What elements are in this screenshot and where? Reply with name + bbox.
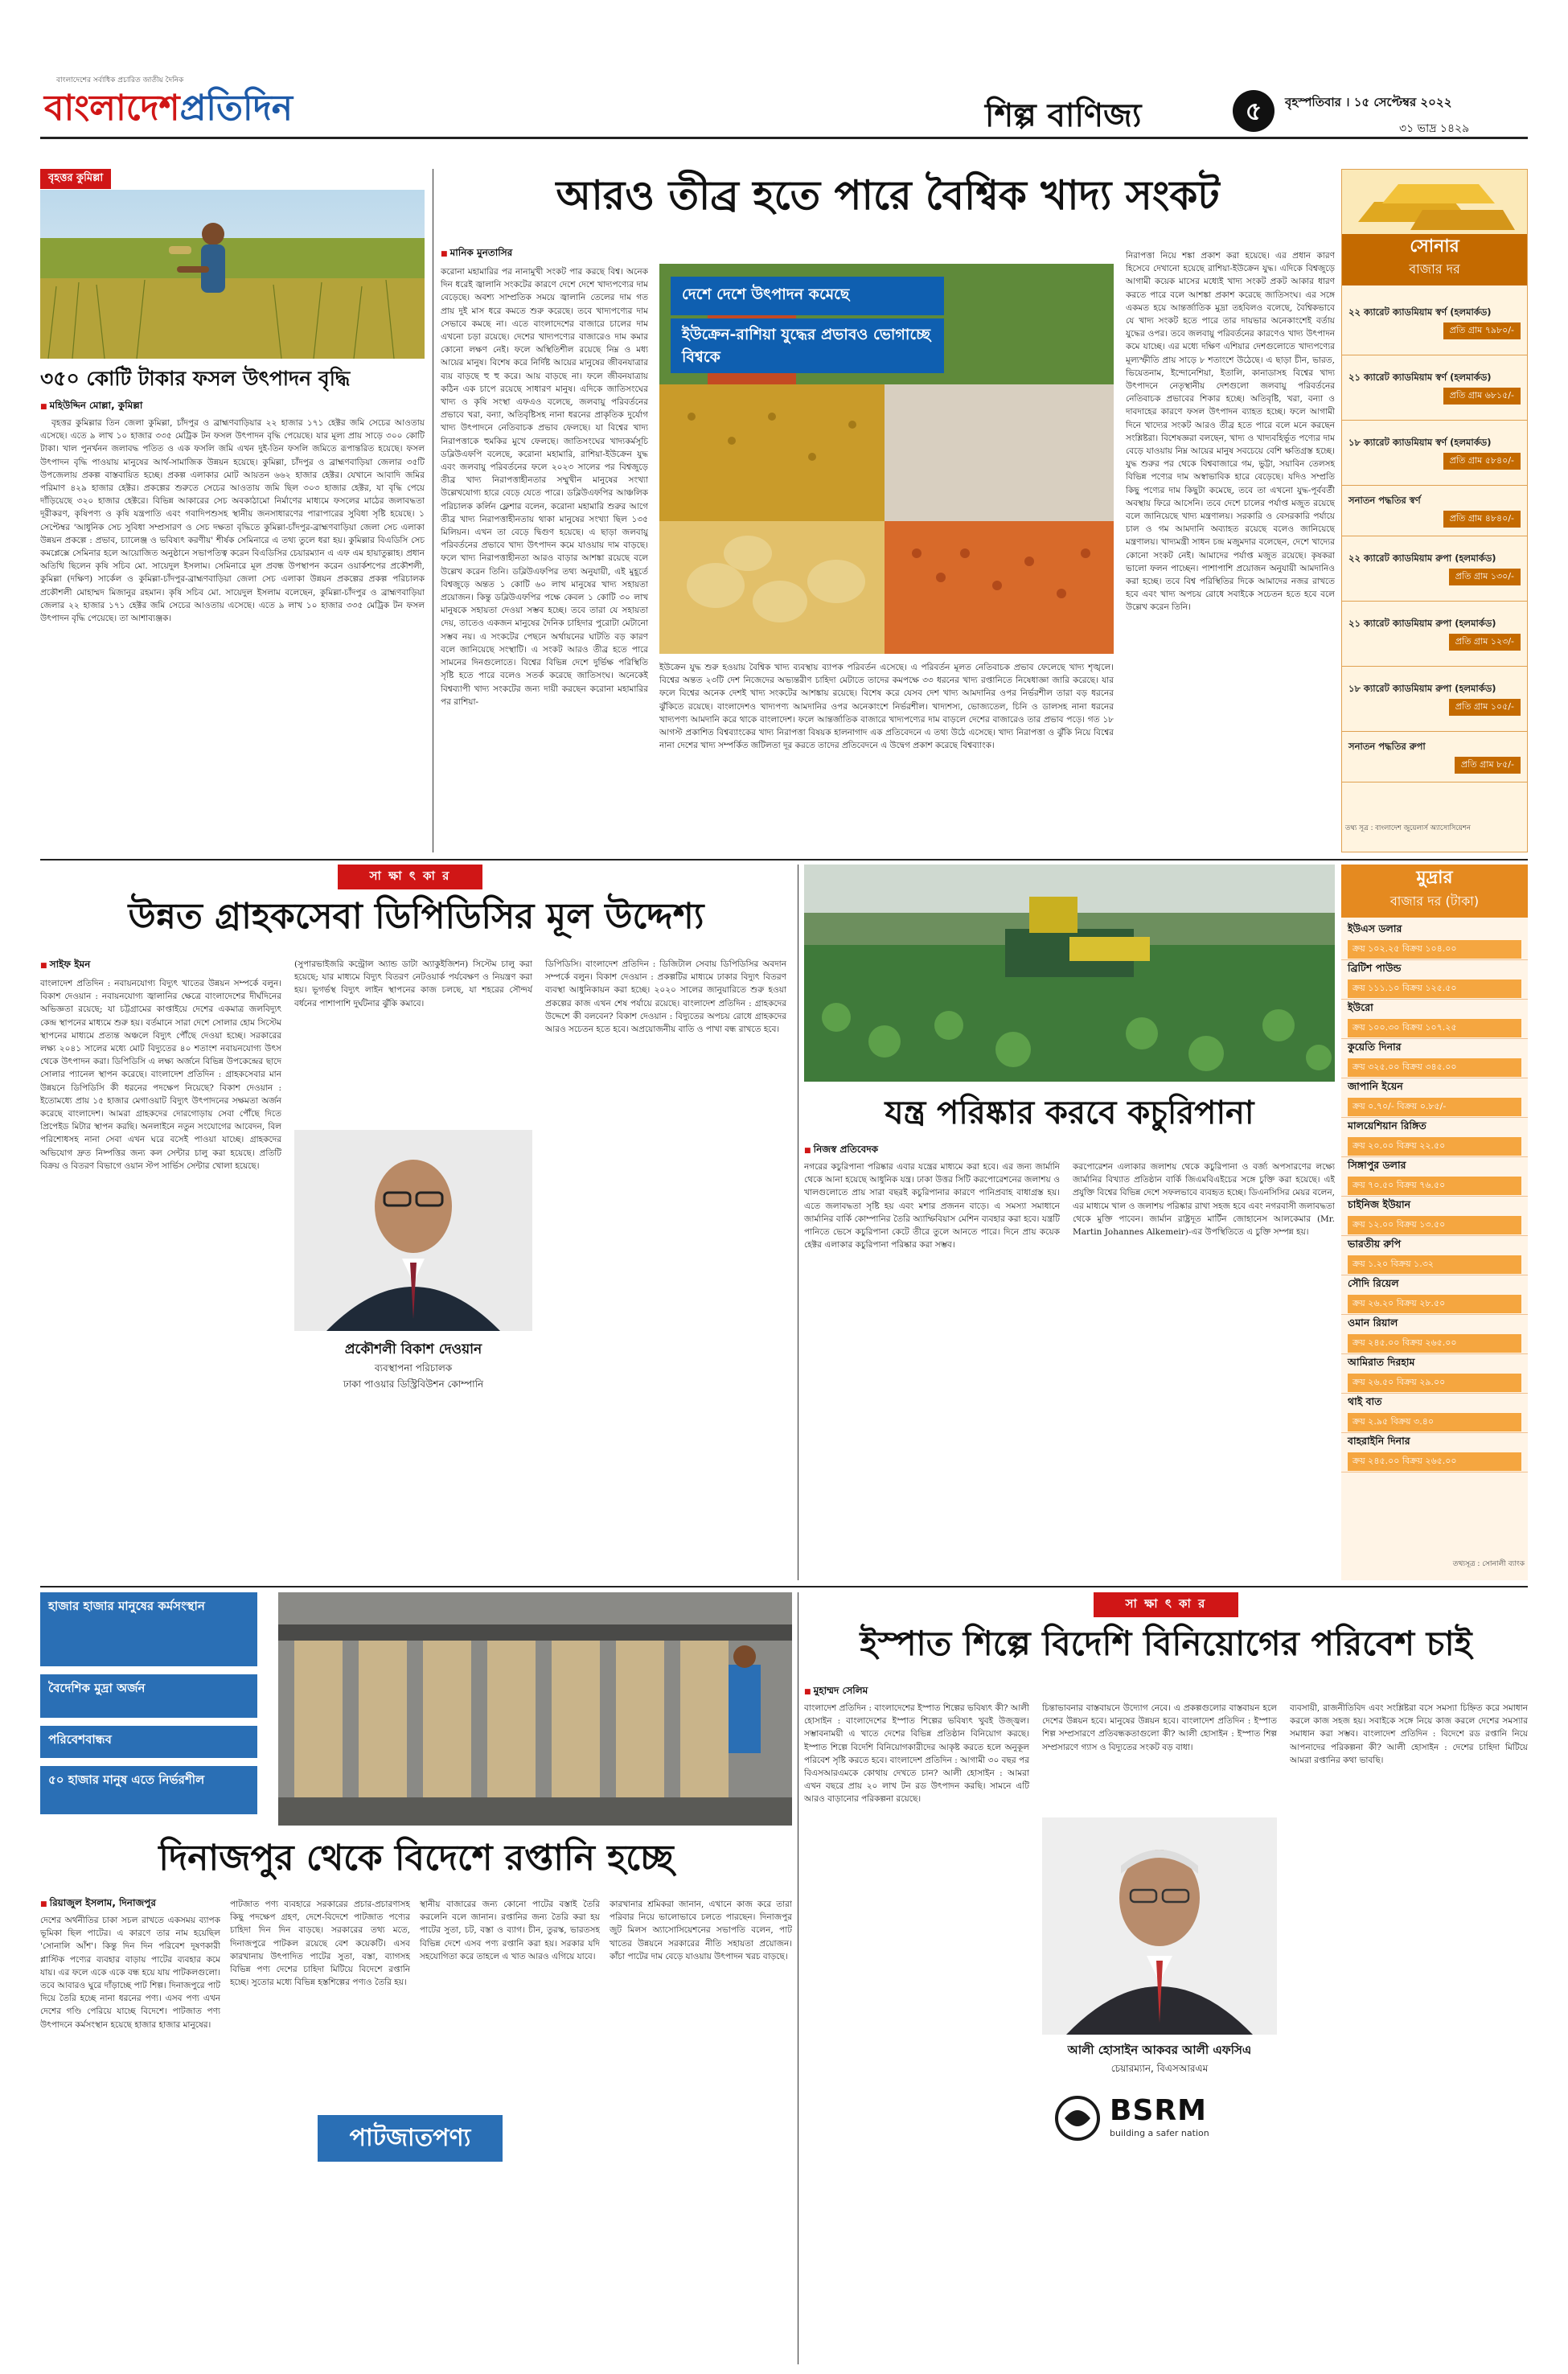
comilla-paragraph: বৃহত্তর কুমিল্লার তিন জেলা কুমিল্লা, চাঁদপুর ও ব্রাহ্মণবাড়িয়ার ২২ হাজার ১৭১ হেক্টর জমি সেচের আওতায় এসেছে। এতে ৯ লাখ ১০ হাজার ৩৩৫ মেট্রিক টন ফসল উৎপাদন বৃদ্ধি পেয়েছে। যার মূল্য প্রায় সাড়ে ৩০০ কোটি টাকা। খাল পুনর্খনন জলাবদ্ধ পতিত ও এক ফসলি জমি এখন দুই-তিন ফসলি জমিতে রূপান্তরিত হয়েছে। ফসল উৎপাদন বৃদ্ধি পাওয়ায় মানুষের আর্থ-সামাজিক উন্নয়ন হয়েছে। কুমিল্লা, চাঁদপুর ও ব্রাহ্মণবাড়িয়া জেলার ৩৫টি উপজেলায় প্রকল্প বাস্তবায়িত হচ্ছে। প্রকল্প এলাকার মোট আয়তন ৬৬২ হাজার হেক্টর। যেখানে আবাদি জমির পরিমাণ ৪২৯ হাজার হেক্টর। প্রকল্পের শুরুতে সেচের আওতায় জমি ছিল ৩০৩ হাজার হেক্টর, যা বৃদ্ধি পেয়ে দাঁড়িয়েছে ৩২০ হাজার হেক্টরে। বিভিন্ন আকারের সেচ অবকাঠামো নির্মাণের মাধ্যমে ফসলের মাঠের জলাবদ্ধতা দূরীকরণ, কৃষিপণ্য ও কৃষি যন্ত্রপাতি এবং গবাদিপশুসহ স্থানীয় জনসাধারণের পারাপারের সুবিধা সৃষ্টি হয়েছে। ১ সেপ্টেম্বর 'আধুনিক সেচ সুবিধা সম্প্রসারণ ও সেচ দক্ষতা বৃদ্ধিতে কুমিল্লা-চাঁদপুর-ব্রাহ্মণবাড়িয়া জেলা সেচ এলাকা উন্নয়ন প্রকল্পে : প্রভাব, চ্যালেঞ্জ ও ভবিষ্যৎ করণীয়' শীর্ষক সেমিনারে এ তথ্য তুলে ধরা হয়। কুমিল্লার বিএডিসি সেচ কমপ্লেক্সে সেমিনার হলে আয়োজিত অনুষ্ঠানে সভাপতিত্ব করেন বিএডিসির চেয়ারম্যান এ এফ এম হায়াতুল্লাহ। প্রধান অতিথি ছিলেন কৃষি সচিব মো. সায়েদুল ইসলাম। সেমিনারে মূল প্রবন্ধ উপস্থাপন করেন ওয়ার্কশপের প্রকৌশলী, কুমিল্লা (দক্ষিণ) সার্কেল ও কুমিল্লা-চাঁদপুর-ব্রাহ্মণবাড়িয়া জেলা সেচ এলাকা উন্নয়ন প্রকল্পের প্রকল্প পরিচালক প্রকৌশলী মোহাম্মদ মিজানুর রহমান। কৃষি সচিব মো. সায়েদুল ইসলাম বলেছেন, কুমিল্লা-চাঁদপুর ও ব্রাহ্মণবাড়িয়া জেলার ২২ হাজার ১৭১ হেক্টর জমি সেচের আওতায় এসেছে। এতে ৯ লাখ ১০ হাজার ৩৩৫ মেট্রিক টন ফসল উৎপাদন বৃদ্ধি পেয়েছে। তা আশাব্যঞ্জক।	[40, 418, 425, 624]
fx-rate-row	[1341, 960, 1528, 1000]
comilla-photo	[40, 190, 425, 359]
dpdc-interview-tag: সা ক্ষা ৎ কা র	[338, 865, 482, 889]
hyacinth-byline: ■ নিজস্ব প্রতিবেদক	[804, 1143, 878, 1159]
gold-rate-price: প্রতি গ্রাম ১০৫/-	[1449, 699, 1521, 716]
jute-story	[40, 1592, 792, 2364]
dpdc-interview	[40, 865, 792, 1580]
gold-rate-label: ২২ ক্যারেট ক্যাডমিয়াম স্বর্ণ (হলমার্কড)	[1348, 306, 1492, 318]
bsrm-logo	[1053, 2091, 1270, 2147]
fx-currency-value: ক্রয় ১২.০০ বিক্রয় ১৩.৫০	[1348, 1216, 1521, 1234]
fx-currency-value: ক্রয় ২.৯৫ বিক্রয় ৩.৪০	[1348, 1413, 1521, 1431]
gold-bars-photo	[1342, 170, 1527, 234]
gold-rate-list	[1342, 290, 1527, 782]
hyacinth-story	[804, 865, 1335, 1580]
callout-production-down: দেশে দেশে উৎপাদন কমেছে	[671, 277, 944, 315]
logo-right: প্রতিদিন	[179, 88, 293, 129]
gold-title: সোনার	[1410, 236, 1459, 257]
gold-bars-image	[1342, 170, 1527, 234]
fx-title: মুদ্রার	[1416, 868, 1453, 888]
steel-byline: ■ মুহাম্মদ সেলিম	[804, 1684, 868, 1700]
grains-photo	[659, 264, 1114, 654]
fx-currency-value: ক্রয় ২৬.২০ বিক্রয় ২৮.৫০	[1348, 1295, 1521, 1313]
dpdc-person-title: ব্যবস্থাপনা পরিচালক	[374, 1362, 453, 1374]
section-rule	[40, 859, 1528, 860]
gold-title-block	[1342, 234, 1527, 285]
jute-col-1: দেশের অর্থনীতির চাকা সচল রাখতে একসময় ব্যাপক ভূমিকা ছিল পাটের। এ কারণে তার নাম হয়েছিল 'সোনালি আঁশ'। কিন্তু দিন দিন পরিবেশ দূষণকারী প্লাস্টিক পণ্যের ব্যবহার বাড়ায় পাটের ব্যবহার কমে যায়। এর ফলে একে একে বন্ধ হয়ে যায় পাটকলগুলো। তবে আবারও ঘুরে দাঁড়াচ্ছে পাট শিল্প। দিনাজপুরে পাট দিয়ে তৈরি হচ্ছে নানা ধরনের পণ্য। এসব পণ্য এখন দেশের গণ্ডি পেরিয়ে যাচ্ছে বিদেশে। পাটজাত পণ্য উৎপাদনে কর্মসংস্থান হয়েছে হাজার হাজার মানুষের।	[40, 1916, 220, 2030]
date-line-2: ৩১ ভাদ্র ১৪২৯	[1399, 122, 1470, 135]
hyacinth-col-2: করপোরেশন এলাকার জলাশয় থেকে কচুরিপানা ও বর্জ্য অপসারণের লক্ষ্যে জার্মানির বিখ্যাত প্রতিষ্ঠান বার্কি জিএমবিএইচের সঙ্গে চুক্তি করা হয়েছে। এই প্রযুক্তি বিশ্বের বিভিন্ন দেশে সফলভাবে ব্যবহৃত হচ্ছে। ডিএনসিসির মেয়র বলেন, এর মাধ্যমে খাল ও জলাশয় পরিষ্কার রাখা সহজ হবে এবং নগরবাসী জলাবদ্ধতা থেকে মুক্তি পাবেন। জার্মান রাষ্ট্রদূত মার্টিন জোহানেস আলকেমার (Mr. Martin Johannes Alkemeir)-এর উপস্থিতিতে এ চুক্তি সম্পন্ন হয়।	[1073, 1162, 1335, 1238]
chairman-portrait-image	[1042, 1817, 1277, 2035]
hyacinth-photo	[804, 865, 1335, 1082]
gold-rate-price: প্রতি গ্রাম ৫৮৪০/-	[1443, 453, 1521, 470]
food-crisis-byline: ■ মানিক মুনতাসির	[441, 246, 512, 262]
gold-rate-price: প্রতি গ্রাম ৪৮৪০/-	[1443, 511, 1521, 528]
jute-col-3: স্থানীয় বাজারের জন্য কোনো পাটের বস্তাই তৈরি করলেনি বলে জানান। রপ্তানির জন্য তৈরি করা হয় পাটের সুতা, চট, বস্তা ও ব্যাগ। চীন, তুরস্ক, ভারতসহ বিভিন্ন দেশে এসব পণ্য রপ্তানি করা হয়। সরকার যদি সহযোগিতা করে তাহলে এ খাত আরও এগিয়ে যাবে।	[420, 1900, 600, 1961]
dpdc-headline: উন্নত গ্রাহকসেবা ডিপিডিসির মূল উদ্দেশ্য	[128, 896, 704, 937]
jute-bullet: ৫০ হাজার মানুষ এতে নির্ভরশীল	[40, 1766, 257, 1814]
fx-subtitle: বাজার দর (টাকা)	[1389, 893, 1480, 909]
gold-subtitle: বাজার দর	[1409, 261, 1460, 277]
jute-col-2: পাটজাত পণ্য ব্যবহারে সরকারের প্রচার-প্রচারণাসহ কিছু পদক্ষেপ গ্রহণ, দেশে-বিদেশে পাটজাত পণ্যের চাহিদা দিন দিন বাড়ছে। সরকারের তথ্য মতে, দিনাজপুরে পাটকল রয়েছে বেশ কয়েকটি। এসব কারখানায় উৎপাদিত পাটের সুতা, বস্তা, ব্যাগসহ বিভিন্ন পণ্য দেশের চাহিদা মিটিয়ে বিদেশে রপ্তানি হচ্ছে। সুতোর মধ্যে বিভিন্ন হস্তশিল্পের পণ্যও তৈরি হয়।	[230, 1900, 410, 1988]
fx-rate-row	[1341, 1078, 1528, 1118]
food-crisis-col-1: করোনা মহামারির পর নানামুখী সংকট পার করছে বিশ্ব। অনেক দিন ধরেই জ্বালানি সংকটের কারণে দেশে দেশে খাদ্যপণ্যের দাম বেড়েছে। অবশ্য সাম্প্রতিক সময়ে জ্বালানি তেলের দাম গত প্রায় দুই মাস ধরে কমতে শুরু করেছে। তবে খাদ্যপণ্যের দাম সেভাবে কমছে না। এতে বাংলাদেশের বাজারে চালের দাম এখনো চড়া রয়েছে। দেশের খাদ্যপণ্যের বাজারেও দাম কমার কোনো লক্ষণ নেই। ফলে অস্থিতিশীল রয়েছে নিম্ন ও মধ্য আয়ের মানুষ। বিশেষ করে নির্দিষ্ট আয়ের মানুষের জীবনযাত্রার ব্যয় বাড়ছে হু হু করে। আয় বাড়ছে না। ফলে জীবনযাত্রায় কঠিন এক চাপে রয়েছে সাধারণ মানুষ। এদিকে জাতিসংঘের খাদ্য ও কৃষি সংস্থা এফএও বলেছে, জলবায়ু পরিবর্তনের প্রভাবে খরা, বন্যা, অতিবৃষ্টিসহ নানা ধরনের প্রাকৃতিক দুর্যোগ খাদ্য উৎপাদনে নেতিবাচক প্রভাব ফেলছে। যা বিশ্বের খাদ্য নিরাপত্তাকে হুমকির মুখে ফেলছে। জাতিসংঘের খাদ্যকর্মসূচি ডব্লিউএফপি বলেছে, করোনা মহামারি, রাশিয়া-ইউক্রেন যুদ্ধ এবং জলবায়ু পরিবর্তনের ফলে ২০২৩ সালের পর বিশ্বজুড়ে তীব্র খাদ্য নিরাপত্তাহীনতার সম্মুখীন মানুষের সংখ্যা উল্লেখযোগ্য হারে বেড়ে যেতে পারে। ডব্লিউএফপির আঞ্চলিক পরিচালক কর্লিন ফ্লেশার বলেন, করোনা মহামারি শুরুর আগে তীব্র খাদ্য নিরাপত্তাহীনতায় থাকা মানুষের সংখ্যা ছিল ১৩৫ মিলিয়ন। এখন তা বেড়ে দ্বিগুণ হয়েছে। এ ছাড়া জলবায়ু পরিবর্তনের প্রভাবে খাদ্য উৎপাদন কমে যাওয়ায় দাম বাড়ছে। ফলে খাদ্য নিরাপত্তাহীনতা আরও বাড়ার আশঙ্কা রয়েছে বলে উল্লেখ করেন তিনি। ডব্লিউএফপির তথ্য অনুযায়ী, এই মুহূর্তে বিশ্বজুড়ে অন্তত ১ কোটি ৬০ লাখ মানুষের খাদ্য সহায়তা প্রয়োজন। কিন্তু ডব্লিউএফপির পক্ষে কেবল ১ কোটি ৩০ লাখ মানুষকে সহায়তা দেওয়া সম্ভব হচ্ছে। তবে তারা যে সহায়তা দেয়, তাতেও একজন মানুষের দৈনিক চাহিদার পুরোটা মেটানো সম্ভব নয়। এ সংকটের পেছনে অর্থায়নের ঘাটতি বড় কারণ বলে জানিয়েছে সংস্থাটি। এ সংকট আরও তীব্র হতে পারে সামনের দিনগুলোতে। বিশ্বের বিভিন্ন দেশে দুর্ভিক্ষ পরিস্থিতি সৃষ্টি হতে পারে বলেও সতর্ক করেছে জাতিসংঘ। অনেকেই বিশ্বব্যাপী খাদ্য সংকটের জন্য দায়ী করছেন করোনা মহামারির পর রাশিয়া-	[441, 267, 648, 707]
steel-person-title: চেয়ারম্যান, বিএসআরএম	[1110, 2063, 1209, 2074]
fx-rate-box	[1341, 865, 1528, 1580]
dpdc-col-3: ডিপিডিসি। বাংলাদেশ প্রতিদিন : ডিজিটাল সেবায় ডিপিডিসির অবদান সম্পর্কে বলুন। বিকাশ দেওয়ান : প্রকল্পটির মাধ্যমে ঢাকার বিদ্যুৎ বিতরণ ব্যবস্থা আধুনিকায়ন করা হচ্ছে। ২০২০ সালের জানুয়ারিতে শুরু হওয়া প্রকল্পের কাজ এখন শেষ পর্যায়ে রয়েছে। বাংলাদেশ প্রতিদিন : গ্রাহকদের উদ্দেশে কী বলবেন? বিকাশ দেওয়ান : বিদ্যুতের অপচয় রোধে গ্রাহকদের আরও সচেতন হতে হবে। অপ্রয়োজনীয় বাতি ও পাখা বন্ধ রাখতে হবে।	[545, 959, 786, 1035]
fx-rate-row	[1341, 1315, 1528, 1354]
fx-rate-row	[1341, 1197, 1528, 1236]
comilla-story	[40, 169, 425, 852]
hyacinth-headline: যন্ত্র পরিষ্কার করবে কচুরিপানা	[885, 1094, 1254, 1132]
gold-rate-price: প্রতি গ্রাম ৬৮১৫/-	[1443, 388, 1521, 405]
comilla-headline: ৩৫০ কোটি টাকার ফসল উৎপাদন বৃদ্ধি	[40, 367, 351, 390]
fx-title-block	[1341, 865, 1528, 918]
gold-rate-price: প্রতি গ্রাম ১৩০/-	[1449, 569, 1521, 585]
fx-currency-name: সৌদি রিয়েল	[1348, 1276, 1399, 1289]
fx-currency-value: ক্রয় ২৪৫.০০ বিক্রয় ২৬৫.০০	[1348, 1334, 1521, 1353]
food-crisis-story	[441, 169, 1335, 852]
comilla-tag: বৃহত্তর কুমিল্লা	[40, 169, 111, 189]
fx-rate-row	[1341, 1236, 1528, 1275]
masthead-logo	[44, 88, 293, 129]
dpdc-person-name: প্রকৌশলী বিকাশ দেওয়ান	[344, 1341, 482, 1357]
steel-col-2b	[1042, 2155, 1277, 2353]
fx-currency-value: ক্রয় ১.২০ বিক্রয় ১.৩২	[1348, 1255, 1521, 1274]
fx-rate-row	[1341, 1157, 1528, 1197]
jute-bullet: বৈদেশিক মুদ্রা অর্জন	[40, 1674, 257, 1718]
jute-factory-image	[278, 1592, 792, 1826]
comilla-byline: ■ মহিউদ্দিন মোল্লা, কুমিল্লা	[40, 399, 142, 415]
fx-currency-name: আমিরাত দিরহাম	[1348, 1355, 1415, 1368]
section-rule	[40, 1586, 1528, 1587]
steel-col-1: বাংলাদেশ প্রতিদিন : বাংলাদেশের ইস্পাত শিল্পের ভবিষ্যৎ কী? আলী হোসাইন : বাংলাদেশের ইস্পাত শিল্পের ভবিষ্যৎ খুবই উজ্জ্বল। সম্ভাবনাময়ী এ খাতে দেশের বিভিন্ন প্রতিষ্ঠান বিনিয়োগ করছে। ইস্পাত শিল্পে বিদেশি বিনিয়োগকারীদের আকৃষ্ট করতে হলে অনুকূল পরিবেশ সৃষ্টি করতে হবে। বাংলাদেশ প্রতিদিন : আগামী ৩০ বছর পর বিএসআরএমকে কোথায় দেখতে চান? আলী হোসাইন : আমরা এখন বছরে প্রায় ২০ লাখ টন রড উৎপাদন করছি। সামনে এটি আরও বাড়ানোর পরিকল্পনা রয়েছে।	[804, 1703, 1029, 1805]
fx-currency-value: ক্রয় ০.৭০/- বিক্রয় ০.৮৫/-	[1348, 1098, 1521, 1116]
fx-currency-name: চাইনিজ ইউয়ান	[1348, 1197, 1411, 1210]
fx-currency-name: ইউরো	[1348, 1000, 1373, 1013]
fx-currency-value: ক্রয় ১০০.৩০ বিক্রয় ১০৭.২৫	[1348, 1019, 1521, 1037]
fx-currency-name: ব্রিটিশ পাউন্ড	[1348, 961, 1402, 974]
dpdc-col-2: (সুপারভাইজরি কন্ট্রোল অ্যান্ড ডাটা অ্যাকুইজিশন) সিস্টেম চালু করা হয়েছে; যার মাধ্যমে বিদ্যুৎ বিতরণ নেটওয়ার্ক পর্যবেক্ষণ ও নিয়ন্ত্রণ করা হয়। ভূগর্ভস্থ বিদ্যুৎ লাইন স্থাপনের কাজ চলছে, যা শহরের সৌন্দর্য বর্ধনের পাশাপাশি দুর্ঘটনার ঝুঁকি কমাবে।	[294, 959, 532, 1008]
masthead-tagline: বাংলাদেশের সর্বাধিক প্রচারিত জাতীয় দৈনিক	[56, 76, 184, 84]
fx-currency-name: মালয়েশিয়ান রিঙ্গিত	[1348, 1119, 1426, 1132]
logo-left: বাংলাদেশ	[44, 88, 180, 129]
farmer-field-image	[40, 190, 425, 359]
steel-headline: ইস্পাত শিল্পে বিদেশি বিনিয়োগের পরিবেশ চাই	[860, 1624, 1472, 1663]
jute-headline: দিনাজপুর থেকে বিদেশে রপ্তানি হচ্ছে	[158, 1838, 674, 1879]
fx-currency-value: ক্রয় ৭০.৫০ বিক্রয় ৭৬.৫০	[1348, 1177, 1521, 1195]
gold-rate-row	[1342, 602, 1527, 667]
fx-currency-value: ক্রয় ১১১.১০ বিক্রয় ১২৫.৫০	[1348, 980, 1521, 998]
gold-rate-label: ১৮ ক্যারেট ক্যাডমিয়াম রুপা (হলমার্কড)	[1348, 683, 1496, 694]
steel-interview-tag: সা ক্ষা ৎ কা র	[1094, 1592, 1238, 1617]
fx-rate-row	[1341, 1354, 1528, 1394]
fx-currency-value: ক্রয় ১০২.২৫ বিক্রয় ১০৪.০০	[1348, 940, 1521, 959]
gold-rate-label: ২১ ক্যারেট ক্যাডমিয়াম রুপা (হলমার্কড)	[1348, 618, 1496, 629]
masthead	[0, 0, 1568, 161]
gold-rate-row	[1342, 667, 1527, 732]
jute-label-box	[318, 2115, 503, 2162]
fx-rate-row	[1341, 1039, 1528, 1078]
dpdc-col-1: বাংলাদেশ প্রতিদিন : নবায়নযোগ্য বিদ্যুৎ খাতের উন্নয়ন সম্পর্কে বলুন। বিকাশ দেওয়ান : নবায়নযোগ্য জ্বালানির ক্ষেত্রে বাংলাদেশের দীর্ঘদিনের অভিজ্ঞতা রয়েছে; যা চট্টগ্রামের কাপ্তাইয়ে দেশের একমাত্র জলবিদ্যুৎ কেন্দ্র স্থাপনের মাধ্যমে শুরু হয়। বর্তমানে সারা দেশে সোলার হোম সিস্টেম স্থাপনের মাধ্যমে প্রত্যন্ত অঞ্চলে বিদ্যুৎ পৌঁছে দেওয়া হচ্ছে। সরকারের লক্ষ্য ২০৪১ সালের মধ্যে মোট বিদ্যুতের ৪০ শতাংশ নবায়নযোগ্য উৎস থেকে উৎপাদন করা। ডিপিডিসি এ লক্ষ্য অর্জনে বিভিন্ন উপকেন্দ্রের ছাদে সোলার প্যানেল স্থাপন করেছে। বাংলাদেশ প্রতিদিন : গ্রাহকসেবার মান উন্নয়নে ডিপিডিসি কী ধরনের পদক্ষেপ নিয়েছে? বিকাশ দেওয়ান : ইতোমধ্যে প্রায় ১৫ হাজার মেগাওয়াট বিদ্যুৎ উৎপাদনের সক্ষমতা অর্জন করেছে বাংলাদেশ। আমরা গ্রাহকদের দোরগোড়ায় সেবা পৌঁছে দিতে প্রিপেইড মিটার স্থাপন করছি। অনলাইনে নতুন সংযোগের আবেদন, বিল পরিশোধসহ নানা সেবা এখন ঘরে বসেই পাওয়া যাচ্ছে। গ্রাহকদের অভিযোগ দ্রুত নিষ্পত্তির জন্য কল সেন্টার চালু করা হয়েছে। প্রতিটি বিক্রয় ও বিতরণ বিভাগে ওয়ান স্টপ সার্ভিস সেন্টার খোলা হয়েছে।	[40, 979, 281, 1171]
bsrm-tagline: building a safer nation	[1110, 2128, 1209, 2138]
fx-currency-name: ওমান রিয়াল	[1348, 1316, 1398, 1329]
gold-rate-row	[1342, 486, 1527, 536]
dpdc-byline: ■ সাইফ ইমন	[40, 958, 90, 974]
fx-source: তথ্যসূত্র : সোনালী ব্যাংক	[1452, 1560, 1525, 1568]
hyacinth-machine-image	[804, 865, 1335, 1082]
steel-portrait	[1042, 1817, 1277, 2035]
gold-rate-row	[1342, 732, 1527, 782]
fx-rate-row	[1341, 921, 1528, 960]
bsrm-brand: BSRM	[1110, 2094, 1207, 2127]
callout-war-impact: ইউক্রেন-রাশিয়া যুদ্ধের প্রভাবও ভোগাচ্ছে বিশ্বকে	[671, 318, 944, 373]
dpdc-portrait	[294, 1130, 532, 1331]
food-crisis-col-3: নিরাপত্তা নিয়ে শঙ্কা প্রকাশ করা হয়েছে। এর প্রধান কারণ হিসেবে দেখানো হয়েছে রাশিয়া-ইউক্রেন যুদ্ধ। এদিকে বিশ্বজুড়ে আগামী কয়েক মাসের মধ্যেই খাদ্য সংকট প্রকট আকার ধারণ করতে পারে বলে আশঙ্কা প্রকাশ করেছে জাতিসংঘ। এর সঙ্গে একমত হয়ে আন্তর্জাতিক মুদ্রা তহবিলও বলেছে, বৈশ্বিকভাবে যে খাদ্য সংকট হতে পারে তার দায়ভার অনেকাংশেই বর্তায় যুদ্ধের ওপর। তবে জলবায়ু পরিবর্তনের কারণেও খাদ্য উৎপাদন কমে যাচ্ছে। এর মধ্যে দক্ষিণ এশিয়ার দেশগুলোতে খাদ্যপণ্যের মূল্যস্ফীতি প্রায় সাড়ে ৮ শতাংশে উঠেছে। এ ছাড়া চীন, ভারত, ভিয়েতনাম, ইন্দোনেশিয়া, ইতালি, কানাডাসহ বিশ্বের খাদ্য উৎপাদনে নেতৃস্থানীয় দেশগুলো জলবায়ু পরিবর্তনের নেতিবাচক প্রভাবের শিকার হচ্ছে। অতিবৃষ্টি, খরা, বন্যা ও দাবদাহের কারণে ফসল উৎপাদন ব্যাহত হচ্ছে। ফলে আগামী দিনে খাদ্যের সংকট আরও তীব্র হতে পারে বলে মনে করছেন সংশ্লিষ্টরা। বিশেষজ্ঞরা বলছেন, খাদ্য ও খাদ্যবহির্ভূত পণ্যের দাম বেড়ে যাওয়ায় নিম্ন আয়ের মানুষ সবচেয়ে বেশি ক্ষতিগ্রস্ত হচ্ছে। যুদ্ধ শুরুর পর থেকে বিশ্ববাজারে গম, ভুট্টা, সয়াবিন তেলসহ বিভিন্ন পণ্যের দাম অস্বাভাবিক হারে বেড়েছে। যদিও সম্প্রতি কিছু পণ্যের দাম কিছুটা কমেছে, তবে তা এখনো যুদ্ধ-পূর্ববর্তী অবস্থায় ফিরে আসেনি। তবে দেশে চালের পর্যাপ্ত মজুত রয়েছে বলে জানিয়েছে খাদ্য মন্ত্রণালয়। সরকারি ও বেসরকারি পর্যায়ে চাল ও গম আমদানি অব্যাহত রয়েছে বলেও জানিয়েছে মন্ত্রণালয়। খাদ্যমন্ত্রী সাধন চন্দ্র মজুমদার বলেছেন, দেশে খাদ্যের কোনো সংকট নেই। আমাদের পর্যাপ্ত মজুত রয়েছে। কৃষকরা ভালো ফলন পাচ্ছেন। পাশাপাশি প্রয়োজন অনুযায়ী আমদানিও করা হচ্ছে। তবে বিশ্ব পরিস্থিতির দিকে আমাদের নজর রাখতে হবে এবং খাদ্য অপচয় রোধে সবাইকে সচেতন হতে হবে বলে উল্লেখ করেন তিনি।	[1126, 251, 1335, 613]
date-line-1: বৃহস্পতিবার । ১৫ সেপ্টেম্বর ২০২২	[1285, 95, 1452, 109]
gold-rate-row	[1342, 355, 1527, 421]
gold-rate-label: সনাতন পদ্ধতির স্বর্ণ	[1348, 495, 1421, 506]
gold-rate-row	[1342, 421, 1527, 486]
hyacinth-col-1: নগরের কচুরিপানা পরিষ্কার এবার যন্ত্রের মাধ্যমে করা হবে। এর জন্য জার্মানি থেকে আনা হয়েছে আধুনিক যন্ত্র। ঢাকা উত্তর সিটি করপোরেশনের জলাশয় ও খালগুলোতে প্রায় সারা বছরই কচুরিপানার কারণে পানিপ্রবাহ বাধাগ্রস্ত হয়। এতে জলাবদ্ধতা সৃষ্টি হয় এবং মশার প্রজনন বাড়ে। এ সমস্যা সমাধানে জার্মানির বার্কি কোম্পানির তৈরি অ্যাম্ফিবিয়াস মেশিন ব্যবহার করা হবে। যন্ত্রটি পানিতে ভেসে কচুরিপানা কেটে তীরে তুলে আনতে পারে। দিনে প্রায় কয়েক হেক্টর এলাকার কচুরিপানা পরিষ্কার করা সম্ভব।	[804, 1162, 1060, 1251]
dpdc-person-org: ঢাকা পাওয়ার ডিস্ট্রিবিউশন কোম্পানি	[343, 1378, 484, 1390]
steel-interview	[804, 1592, 1528, 2364]
fx-currency-value: ক্রয় ২০.০০ বিক্রয় ২২.৫০	[1348, 1137, 1521, 1156]
gold-rate-row	[1342, 290, 1527, 355]
gold-rate-price: প্রতি গ্রাম ১২৩/-	[1449, 634, 1521, 651]
masthead-rule	[40, 137, 1528, 139]
jute-bullet-list	[40, 1592, 257, 1826]
gold-rate-price: প্রতি গ্রাম ৭৯৮০/-	[1443, 322, 1521, 339]
fx-currency-name: ইউএস ডলার	[1348, 922, 1402, 934]
fx-rate-row	[1341, 1433, 1528, 1472]
gold-rate-label: ১৮ ক্যারেট ক্যাডমিয়াম স্বর্ণ (হলমার্কড)	[1348, 437, 1492, 448]
comilla-body	[40, 417, 425, 851]
gold-rate-box	[1341, 169, 1528, 852]
fx-currency-value: ক্রয় ২৪৫.০০ বিক্রয় ২৬৫.০০	[1348, 1452, 1521, 1471]
jute-col-4: কারখানার শ্রমিকরা জানান, এখানে কাজ করে তারা পরিবার নিয়ে ভালোভাবে চলতে পারছেন। দিনাজপুর জুট মিলস অ্যাসোসিয়েশনের সভাপতি বলেন, পাট খাতের উন্নয়নে সরকারের নীতি সহায়তা প্রয়োজন। কাঁচা পাটের দাম বেড়ে যাওয়ায় উৎপাদন খরচ বাড়ছে।	[610, 1900, 792, 1961]
fx-rate-row	[1341, 1000, 1528, 1039]
gold-rate-price: প্রতি গ্রাম ৮৫/-	[1455, 757, 1521, 774]
page-number-badge	[1233, 90, 1275, 132]
steel-person-name: আলী হোসাইন আকবর আলী এফসিএ	[1067, 2043, 1252, 2057]
portrait-image	[294, 1130, 532, 1331]
fx-rate-list	[1341, 921, 1528, 1472]
gold-rate-label: ২১ ক্যারেট ক্যাডমিয়াম স্বর্ণ (হলমার্কড)	[1348, 372, 1492, 383]
fx-currency-name: বাহরাইনি দিনার	[1348, 1434, 1410, 1447]
fx-currency-name: জাপানি ইয়েন	[1348, 1079, 1403, 1092]
fx-currency-name: সিঙ্গাপুর ডলার	[1348, 1158, 1406, 1171]
fx-currency-value: ক্রয় ২৬.৫০ বিক্রয় ২৯.০০	[1348, 1374, 1521, 1392]
jute-label: পাটজাতপণ্য	[349, 2124, 471, 2152]
section-title: শিল্প বাণিজ্য	[985, 97, 1142, 134]
page-number: ৫	[1245, 96, 1262, 126]
steel-col-3: ব্যবসায়ী, রাজনীতিবিদ এবং সংশ্লিষ্টরা বসে সমস্যা চিহ্নিত করে সমাধান করলে কাজ সহজ হয়। সবাইকে সঙ্গে নিয়ে কাজ করলে দেশের সমস্যার সমাধান করা সম্ভব। বাংলাদেশ প্রতিদিন : বিদেশে রড রপ্তানি নিয়ে আপনাদের পরিকল্পনা কী? আলী হোসাইন : দেশের চাহিদা মিটিয়ে আমরা রপ্তানির কথা ভাবছি।	[1290, 1703, 1528, 1765]
jute-bullet: পরিবেশবান্ধব	[40, 1726, 257, 1758]
fx-currency-name: কুয়েতি দিনার	[1348, 1040, 1402, 1053]
gold-rate-row	[1342, 536, 1527, 602]
fx-rate-row	[1341, 1118, 1528, 1157]
gold-rate-label: সনাতন পদ্ধতির রুপা	[1348, 741, 1426, 752]
fx-currency-name: ভারতীয় রুপি	[1348, 1237, 1402, 1250]
gold-rate-label: ২২ ক্যারেট ক্যাডমিয়াম রুপা (হলমার্কড)	[1348, 552, 1496, 564]
steel-col-2: চিন্তাভাবনার বাস্তবায়নে উদ্যোগ নেবে। এ প্রকল্পগুলোর বাস্তবায়ন হলে দেশের উন্নয়ন হবে। মানুষের উন্নয়ন হবে। বাংলাদেশ প্রতিদিন : ইস্পাত শিল্প সম্প্রসারণে প্রতিবন্ধকতাগুলো কী? আলী হোসাইন : ইস্পাত শিল্প সম্প্রসারণে গ্যাস ও বিদ্যুতের সংকট বড় বাধা।	[1042, 1703, 1277, 1752]
fx-rate-row	[1341, 1275, 1528, 1315]
jute-byline: ■ রিয়াজুল ইসলাম, দিনাজপুর	[40, 1896, 156, 1912]
gold-source: তথ্য সূত্র : বাংলাদেশ জুয়েলার্স অ্যাসোসিয়েশন	[1345, 824, 1471, 832]
food-crisis-headline: আরও তীব্র হতে পারে বৈশ্বিক খাদ্য সংকট	[556, 171, 1220, 219]
jute-factory-photo	[278, 1592, 792, 1826]
jute-bullet: হাজার হাজার মানুষের কর্মসংস্থান	[40, 1592, 257, 1666]
fx-currency-name: থাই বাত	[1348, 1394, 1382, 1407]
food-crisis-col-2: ইউক্রেন যুদ্ধ শুরু হওয়ায় বৈশ্বিক খাদ্য ব্যবস্থায় ব্যাপক পরিবর্তন এসেছে। এ পরিবর্তন মূলত নেতিবাচক প্রভাব ফেলেছে খাদ্য শৃঙ্খলে। বিশ্বের অন্তত ২৩টি দেশ নিজেদের অভ্যন্তরীণ চাহিদা মেটাতে তাদের কমপক্ষে ৩৩ ধরনের খাদ্য রপ্তানিতে নিষেধাজ্ঞা জারি করেছে। যার ফলে বিশ্বের অনেক দেশই খাদ্য সংকটের আশঙ্কায় রয়েছে। বিশেষ করে যেসব দেশ খাদ্য আমদানির ওপর নির্ভরশীল তারা বড় ধরনের ঝুঁকিতে রয়েছে। বাংলাদেশও খাদ্যপণ্য আমদানির ওপর অনেকাংশে নির্ভরশীল। খাদ্যশস্য, ভোজ্যতেল, চিনি ও ডালসহ নানা ধরনের খাদ্যপণ্য আমদানি করে থাকে বাংলাদেশ। ফলে আন্তর্জাতিক বাজারে খাদ্যপণ্যের দাম বাড়লে দেশের বাজারেও তার প্রভাব পড়ে। গত ১৮ আগস্ট প্রকাশিত বিশ্বব্যাংকের খাদ্য নিরাপত্তা বিষয়ক হালনাগাদ এক প্রতিবেদনে এ তথ্য উঠে এসেছে। খাদ্য নিরাপত্তা ও ঝুঁকি নিয়ে বিশ্বের নানা দেশের খাদ্য সম্পর্কিত জটিলতা দূর করতে তাদের প্রতিবেদনে এ উদ্বেগ প্রকাশ করেছে বিশ্বব্যাংক।	[659, 663, 1114, 751]
bsrm-logo-icon	[1053, 2094, 1102, 2142]
fx-currency-value: ক্রয় ৩২৫.০০ বিক্রয় ৩৪৫.০০	[1348, 1058, 1521, 1077]
fx-rate-row	[1341, 1394, 1528, 1433]
